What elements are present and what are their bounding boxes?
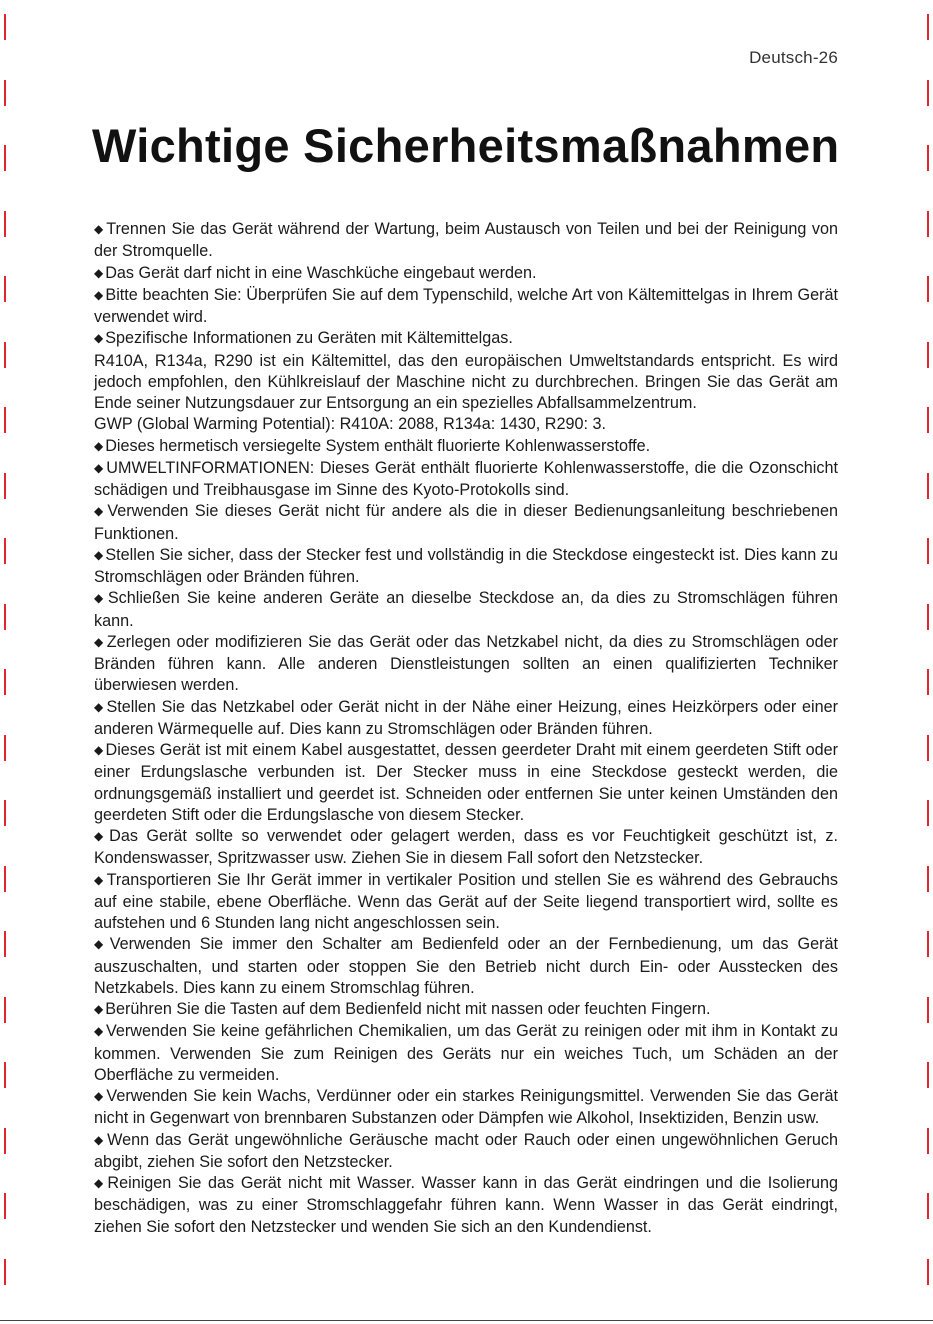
diamond-bullet-icon: ◆ <box>94 1132 106 1147</box>
item-text: Verwenden Sie dieses Gerät nicht für andere als die in dieser Bedienungsanleitung beschriebenen Funktionen. <box>94 502 838 543</box>
bullet-item <box>94 826 838 870</box>
item-text: Das Gerät darf nicht in eine Waschküche eingebaut werden. <box>105 263 537 282</box>
item-text: Wenn das Gerät ungewöhnliche Geräusche macht oder Rauch oder einen ungewöhnlichen Geruch abgibt, ziehen Sie sofort den Netzstecker. <box>94 1130 838 1171</box>
item-text: R410A, R134a, R290 ist ein Kältemittel, das den europäischen Umweltstandards entspricht. Es wird jedoch empfohlen, den Kühlkreislauf der Maschine nicht zu durchbrechen. Bringen Sie das Gerät am Ende seiner Nutzungsdauer zur Entsorgung an ein spezielles Abfallsammelzentrum. <box>94 351 838 412</box>
crop-mark <box>4 14 6 40</box>
bullet-item <box>94 285 838 329</box>
item-text: Transportieren Sie Ihr Gerät immer in vertikaler Position und stellen Sie es während des Gebrauchs auf eine stabile, ebene Oberfläche. Wenn das Gerät auf der Seite liegend transportiert wird, sollte es aufstehen und 6 Stunden lang nicht angeschlossen sein. <box>94 870 838 932</box>
item-text: Stellen Sie das Netzkabel oder Gerät nicht in der Nähe einer Heizung, eines Heizkörpers oder einer anderen Wärmequelle auf. Dies kann zu Stromschlägen oder Bränden führen. <box>94 697 838 738</box>
crop-mark <box>4 538 6 564</box>
crop-mark <box>4 276 6 302</box>
crop-mark <box>927 800 929 826</box>
diamond-bullet-icon: ◆ <box>94 547 104 562</box>
item-text: Das Gerät sollte so verwendet oder gelagert werden, dass es vor Feuchtigkeit geschützt ist, z. Kondenswasser, Spritzwasser usw. Ziehen Sie in diesem Fall sofort den Netzstecker. <box>94 827 838 868</box>
crop-mark <box>927 80 929 106</box>
crop-mark <box>4 80 6 106</box>
item-text: Zerlegen oder modifizieren Sie das Gerät oder das Netzkabel nicht, da dies zu Stromschlägen oder Bränden führen kann. Alle anderen Dienstleistungen sollten an einen qualifizierten Techniker überwiesen werden. <box>94 632 838 695</box>
item-text: Berühren Sie die Tasten auf dem Bedienfeld nicht mit nassen oder feuchten Fingern. <box>105 1000 711 1018</box>
bullet-item <box>94 219 838 263</box>
item-text: Schließen Sie keine anderen Geräte an dieselbe Steckdose an, da dies zu Stromschlägen führen kann. <box>94 589 839 630</box>
paragraph <box>94 351 838 415</box>
crop-mark <box>4 604 6 630</box>
item-text: Bitte beachten Sie: Überprüfen Sie auf dem Typenschild, welche Art von Kältemittelgas in Ihrem Gerät verwendet wird. <box>94 285 839 326</box>
crop-mark <box>927 604 929 630</box>
item-text: GWP (Global Warming Potential): R410A: 2088, R134a: 1430, R290: 3. <box>94 415 606 434</box>
diamond-bullet-icon: ◆ <box>94 872 105 887</box>
bullet-item <box>94 458 838 502</box>
crop-mark <box>4 1062 6 1088</box>
diamond-bullet-icon: ◆ <box>94 829 108 843</box>
crop-mark <box>4 931 6 957</box>
crop-mark <box>927 473 929 499</box>
bottom-rule <box>0 1320 933 1321</box>
crop-mark <box>927 1193 929 1219</box>
diamond-bullet-icon: ◆ <box>94 265 104 280</box>
crop-mark <box>927 866 929 892</box>
safety-instructions-list <box>94 219 838 1238</box>
item-text: Stellen Sie sicher, dass der Stecker fest und vollständig in die Steckdose eingesteckt ist. Dies kann zu Stromschlägen oder Bränden führen. <box>94 545 838 586</box>
crop-mark <box>4 1193 6 1219</box>
bullet-item <box>94 1130 838 1174</box>
bullet-item <box>94 934 838 999</box>
bullet-item <box>94 328 838 350</box>
bullet-item <box>94 697 838 741</box>
item-text: Trennen Sie das Gerät während der Wartung, beim Austausch von Teilen und bei der Reinigung von der Stromquelle. <box>94 220 838 261</box>
diamond-bullet-icon: ◆ <box>94 287 104 302</box>
item-text: Reinigen Sie das Gerät nicht mit Wasser. Wasser kann in das Gerät eindringen und die Isolierung beschädigen, was zu einer Stromschlaggefahr führen kann. Wenn Wasser in das Gerät eindringt, ziehen Sie sofort den Netzstecker und wenden Sie sich an den Kundendienst. <box>94 1174 838 1236</box>
crop-mark <box>4 145 6 171</box>
crop-mark <box>927 1259 929 1285</box>
crop-mark <box>927 735 929 761</box>
bullet-item <box>94 545 838 589</box>
bullet-item <box>94 999 838 1021</box>
crop-mark <box>4 800 6 826</box>
crop-mark <box>927 931 929 957</box>
crop-mark <box>927 14 929 40</box>
bullet-item <box>94 436 838 458</box>
bullet-item <box>94 588 838 632</box>
crop-mark <box>4 407 6 433</box>
crop-mark <box>4 669 6 695</box>
page-label: Deutsch-26 <box>749 48 838 67</box>
crop-mark <box>4 473 6 499</box>
left-crop-marks <box>4 0 6 1324</box>
bullet-item <box>94 740 838 826</box>
diamond-bullet-icon: ◆ <box>94 331 104 346</box>
right-crop-marks <box>927 0 929 1324</box>
crop-mark <box>927 276 929 302</box>
crop-mark <box>927 407 929 433</box>
crop-mark <box>927 1128 929 1154</box>
diamond-bullet-icon: ◆ <box>94 937 108 952</box>
diamond-bullet-icon: ◆ <box>94 1089 105 1103</box>
diamond-bullet-icon: ◆ <box>94 634 105 649</box>
diamond-bullet-icon: ◆ <box>94 438 104 453</box>
diamond-bullet-icon: ◆ <box>94 460 105 475</box>
crop-mark <box>4 211 6 237</box>
item-text: Verwenden Sie immer den Schalter am Bedienfeld oder an der Fernbedienung, um das Gerät auszuschalten, und starten oder stoppen Sie den Betrieb nicht durch Ein- oder Ausstecken des Netzkabels. Dies kann zu einem Stromschlag führen. <box>94 935 838 997</box>
crop-mark <box>4 735 6 761</box>
bullet-item <box>94 870 838 935</box>
crop-mark <box>927 669 929 695</box>
crop-mark <box>4 1128 6 1154</box>
crop-mark <box>927 538 929 564</box>
item-text: Spezifische Informationen zu Geräten mit Kältemittelgas. <box>105 329 513 348</box>
item-text: Verwenden Sie kein Wachs, Verdünner oder ein starkes Reinigungsmittel. Verwenden Sie das Gerät nicht in Gegenwart von brennbaren Substanzen oder Dämpfen wie Alkohol, Insektiziden, Benzin usw. <box>94 1087 839 1128</box>
bullet-item <box>94 1021 838 1086</box>
crop-mark <box>4 342 6 368</box>
diamond-bullet-icon: ◆ <box>94 591 106 606</box>
crop-mark <box>927 211 929 237</box>
bullet-item <box>94 632 838 697</box>
item-text: Verwenden Sie keine gefährlichen Chemikalien, um das Gerät zu reinigen oder mit ihm in Kontakt zu kommen. Verwenden Sie zum Reinigen des Geräts nur ein weiches Tuch, um Schäden an der Oberfläche zu vermeiden. <box>94 1022 838 1084</box>
crop-mark <box>927 145 929 171</box>
crop-mark <box>4 997 6 1023</box>
item-text: Dieses hermetisch versiegelte System enthält fluorierte Kohlenwasserstoffe. <box>105 436 651 455</box>
page-title: Wichtige Sicherheitsmaßnahmen <box>92 119 840 172</box>
diamond-bullet-icon: ◆ <box>94 504 106 519</box>
crop-mark <box>927 342 929 368</box>
diamond-bullet-icon: ◆ <box>94 1176 106 1190</box>
item-text: Dieses Gerät ist mit einem Kabel ausgestattet, dessen geerdeter Draht mit einem geerdeten Stift oder einer Erdungslasche verbunden ist. Der Stecker muss in eine Steckdose gesteckt werden, die ordnungsgemäß installiert und geerdet ist. Schneiden oder entfernen Sie unter keinen Umständen den geerdeten Stift oder die Erdungslasche von diesem Stecker. <box>94 741 838 824</box>
diamond-bullet-icon: ◆ <box>94 222 105 236</box>
crop-mark <box>927 997 929 1023</box>
crop-mark <box>4 866 6 892</box>
paragraph <box>94 414 838 435</box>
diamond-bullet-icon: ◆ <box>94 743 104 757</box>
diamond-bullet-icon: ◆ <box>94 699 105 714</box>
bullet-item <box>94 1173 838 1238</box>
bullet-item <box>94 1086 838 1130</box>
item-text: UMWELTINFORMATIONEN: Dieses Gerät enthält fluorierte Kohlenwasserstoffe, die die Ozonschicht schädigen und Treibhausgase im Sinne des Kyoto-Protokolls sind. <box>94 458 838 499</box>
crop-mark <box>927 1062 929 1088</box>
diamond-bullet-icon: ◆ <box>94 1024 104 1039</box>
bullet-item <box>94 501 838 545</box>
diamond-bullet-icon: ◆ <box>94 1002 104 1016</box>
crop-mark <box>4 1259 6 1285</box>
bullet-item <box>94 263 838 285</box>
